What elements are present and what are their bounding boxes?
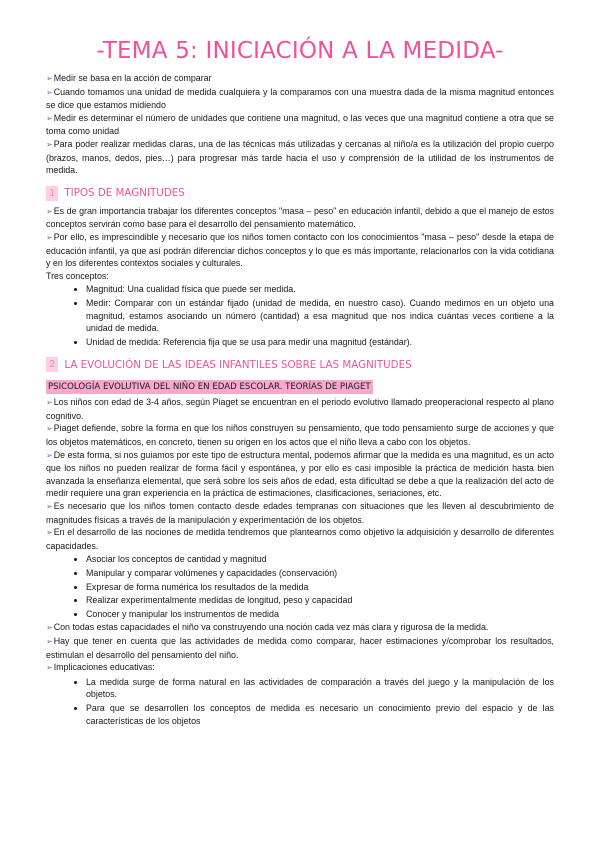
arrow-bullet-icon: ➢	[46, 232, 53, 242]
list-item: • Para que se desarrollen los conceptos de medida es necesario un conocimiento previo del espacio y de las características de los objetos	[86, 702, 554, 727]
list-item: • Medir: Comparar con un estándar fijado (unidad de medida, en nuestro caso). Cuando medimos en un objeto una magnitud, estamos asociando un número (cantidad) a esa magnitud que nos indica cuántas veces contiene a la unidad de medida.	[86, 297, 554, 335]
list-item: • La medida surge de forma natural en las actividades de comparación a través del juego y la manipulación de los objetos.	[86, 676, 554, 701]
concepts-list	[46, 283, 554, 348]
section-heading-1	[46, 186, 554, 201]
intro-block	[46, 72, 554, 177]
body-paragraph: ➢En el desarrollo de las nociones de medida tendremos que plantearnos como objetivo la adquisición y desarrollo de diferentes capacidades.	[46, 527, 554, 551]
arrow-bullet-icon: ➢	[46, 139, 53, 149]
arrow-bullet-icon: ➢	[46, 398, 53, 408]
body-paragraph: ➢De esta forma, si nos guiamos por este tipo de estructura mental, podemos afirmar que la medida es una magnitud, es un acto que los niños no pueden realizar de forma fácil y espontánea, y por ello es casi imposible la práctica de medición hasta bien avanzada la enseñanza elemental, que será sobre los seis años de edad, esta dificultad se debe a que la realización del acto de medir requiere una gran experiencia en la práctica de estimaciones, clasificaciones, seriaciones, etc.	[46, 449, 554, 499]
list-item: • Unidad de medida: Referencia fija que se usa para medir una magnitud (estándar).	[86, 336, 554, 349]
arrow-bullet-icon: ➢	[46, 206, 53, 216]
list-item: • Expresar de forma numérica los resultados de la medida	[86, 581, 554, 594]
arrow-bullet-icon: ➢	[46, 623, 53, 633]
list-item: • Conocer y manipular los instrumentos de medida	[86, 608, 554, 621]
concepts-label: Tres conceptos:	[46, 270, 109, 281]
highlighted-subheading: PSICOLOGÍA EVOLUTIVA DEL NIÑO EN EDAD ESCOLAR. TEORÍAS DE PIAGET	[48, 382, 371, 393]
capacities-list	[46, 553, 554, 620]
arrow-bullet-icon: ➢	[46, 502, 53, 512]
list-item: • Realizar experimentalmente medidas de longitud, peso y capacidad	[86, 594, 554, 607]
body-paragraph: ➢Piaget defiende, sobre la forma en que los niños construyen su pensamiento, que todo pensamiento surge de acciones y que los objetos matemáticos, en concreto, tienen su origen en los actos que el niño lleva a cabo con los objetos.	[46, 423, 554, 448]
body-paragraph: ➢Implicaciones educativas:	[46, 662, 155, 673]
section-heading-2	[46, 357, 554, 372]
list-item: • Manipular y comparar volúmenes y capacidades (conservación)	[86, 567, 554, 580]
section-title: TIPOS DE MAGNITUDES	[64, 187, 185, 200]
intro-paragraph: ➢Medir es determinar el número de unidades que contiene una magnitud, o las veces que una magnitud contiene a otra que se toma como unidad	[46, 112, 554, 137]
arrow-bullet-icon: ➢	[46, 636, 53, 646]
body-paragraph: ➢Es necesario que los niños tomen contacto desde edades tempranas con situaciones que les lleven al descubrimiento de magnitudes físicas a través de la manipulación y experimentación de los objetos.	[46, 501, 554, 525]
arrow-bullet-icon: ➢	[46, 74, 53, 83]
section-number: 1	[46, 186, 58, 201]
body-paragraph: ➢Es de gran importancia trabajar los diferentes conceptos "masa – peso" en educación infantil, debido a que el manejo de estos conceptos servirán como base para el desarrollo del pensamiento matemático.	[46, 205, 554, 230]
list-item: • Magnitud: Una cualidad física que puede ser medida.	[86, 283, 554, 296]
body-paragraph: ➢Hay que tener en cuenta que las actividades de medida como comparar, hacer estimaciones y/comprobar los resultados, estimulan el desarrollo del pensamiento del niño.	[46, 635, 554, 660]
body-paragraph: ➢Los niños con edad de 3-4 años, según Piaget se encuentran en el periodo evolutivo llamado preoperacional respecto al plano cognitivo.	[46, 397, 554, 421]
arrow-bullet-icon: ➢	[46, 87, 53, 97]
intro-paragraph: ➢Para poder realizar medidas claras, una de las técnicas más utilizadas y cercanas al niño/a es la utilización del propio cuerpo (brazos, manos, dedos, pies…) para progresar más tarde hacia el uso y comprensión de la utilidad de los instrumentos de medida.	[46, 138, 554, 176]
arrow-bullet-icon: ➢	[46, 528, 53, 538]
arrow-bullet-icon: ➢	[46, 450, 53, 460]
section-number: 2	[46, 357, 58, 372]
page-title: -TEMA 5: INICIACIÓN A LA MEDIDA-	[96, 38, 504, 64]
body-paragraph: ➢Por ello, es imprescindible y necesario que los niños tomen contacto con los conocimientos "masa – peso" desde la etapa de educación infantil, ya que así podrán diferenciar dichos conceptos y lo que es más importante, relacionarlos con la vida cotidiana y en los diferentes contextos sociales y culturales.	[46, 231, 554, 269]
arrow-bullet-icon: ➢	[46, 113, 53, 123]
intro-paragraph: ➢Medir se basa en la acción de comparar	[46, 73, 212, 83]
body-paragraph: ➢Con todas estas capacidades el niño va construyendo una noción cada vez más clara y rigurosa de la medida.	[46, 622, 489, 633]
list-item: • Asociar los conceptos de cantidad y magnitud	[86, 553, 554, 566]
implications-list	[46, 676, 554, 727]
intro-paragraph: ➢Cuando tomamos una unidad de medida cualquiera y la comparamos con una muestra dada de la misma magnitud entonces se dice que estamos midiendo	[46, 86, 554, 111]
arrow-bullet-icon: ➢	[46, 663, 53, 673]
arrow-bullet-icon: ➢	[46, 424, 53, 434]
section-title: LA EVOLUCIÓN DE LAS IDEAS INFANTILES SOBRE LAS MAGNITUDES	[64, 358, 412, 371]
